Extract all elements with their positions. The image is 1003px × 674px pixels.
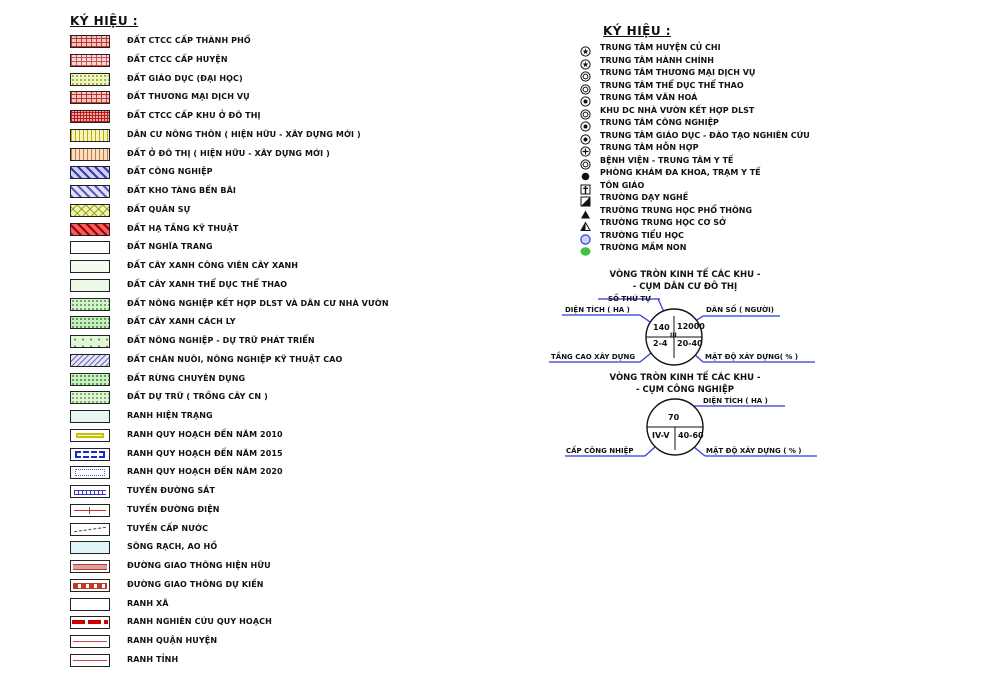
diagram2-area-label: DIỆN TÍCH ( HA ) xyxy=(703,397,768,405)
legend-item-label: ĐẤT CÂY XANH CÔNG VIÊN CÂY XANH xyxy=(127,261,299,270)
symbol-item-label: BỆNH VIỆN - TRUNG TÂM Y TẾ xyxy=(600,155,734,165)
legend-item-label: ĐẤT CTCC CẤP THÀNH PHỐ xyxy=(127,36,251,45)
diagram1-population-value: 12000 xyxy=(677,322,705,331)
legend-item-label: ĐẤT HẠ TẦNG KỸ THUẬT xyxy=(127,223,239,233)
legend-item-label: ĐẤT CTCC CẤP HUYỆN xyxy=(127,54,228,64)
legend-item-label: ĐẤT KHO TÀNG BẾN BÃI xyxy=(127,186,236,195)
legend-item-label: RANH QUẬN HUYỆN xyxy=(127,636,218,645)
legend-item-label: ĐẤT GIÁO DỤC (ĐẠI HỌC) xyxy=(127,73,243,83)
legend-item-label: ĐẤT NGHĨA TRANG xyxy=(127,242,213,252)
diagram1-density-label: MẬT ĐỘ XÂY DỰNG( % ) xyxy=(705,353,799,361)
symbol-item-label: TÔN GIÁO xyxy=(600,180,645,190)
legend-item-label: ĐẤT CÂY XANH THỂ DỤC THỂ THAO xyxy=(127,279,288,289)
symbol-item-label: TRUNG TÂM VĂN HOÁ xyxy=(600,93,698,102)
symbol-item-label: TRUNG TÂM HÀNH CHÍNH xyxy=(600,55,714,65)
symbol-item-label: PHÒNG KHÁM ĐA KHOA, TRẠM Y TẾ xyxy=(600,168,761,177)
symbol-item-label: TRƯỜNG DẠY NGHỀ xyxy=(600,193,689,202)
symbol-item-label: TRUNG TÂM CÔNG NGHIỆP xyxy=(600,118,719,127)
symbol-item-label: TRUNG TÂM HỖN HỢP xyxy=(600,143,699,152)
left-legend-title: KÝ HIỆU : xyxy=(70,14,139,28)
legend-item-label: ĐẤT CTCC CẤP KHU Ở ĐÔ THỊ xyxy=(127,111,261,120)
legend-item-label: ĐƯỜNG GIAO THÔNG HIỆN HỮU xyxy=(127,561,271,570)
legend-item-label: ĐẤT CHĂN NUÔI, NÔNG NGHIỆP KỸ THUẬT CAO xyxy=(127,354,343,364)
diagram2-title-line2: - CỤM CÔNG NGHIỆP xyxy=(636,385,734,395)
legend-item-label: RANH QUY HOẠCH ĐẾN NĂM 2015 xyxy=(127,448,283,458)
legend-item-label: ĐƯỜNG GIAO THÔNG DỰ KIẾN xyxy=(127,579,264,589)
diagram2-industry-level-label: CẤP CÔNG NHIỆP xyxy=(566,447,634,455)
diagram1-floors-label: TẦNG CAO XÂY DỰNG xyxy=(551,353,636,361)
symbol-item-label: TRƯỜNG TRUNG HỌC CƠ SỞ xyxy=(600,218,727,227)
diagram1-title-line2: - CỤM DÂN CƯ ĐÔ THỊ xyxy=(632,282,738,292)
legend-item-label: TUYẾN CẤP NƯỚC xyxy=(127,523,209,533)
diagram1-density-value: 20-40 xyxy=(677,339,703,348)
symbol-item-label: KHU DC NHÀ VƯỜN KẾT HỢP DLST xyxy=(600,105,755,115)
legend-item-label: TUYẾN ĐƯỜNG ĐIỆN xyxy=(127,504,220,514)
symbol-item-label: TRƯỜNG TRUNG HỌC PHỔ THÔNG xyxy=(600,205,753,215)
diagram2-area-value: 70 xyxy=(668,413,680,422)
legend-item-label: DÂN CƯ NÔNG THÔN ( HIỆN HỮU - XÂY DỰNG MỚI ) xyxy=(127,129,361,139)
diagram2-title-line1: VÒNG TRÒN KINH TẾ CÁC KHU - xyxy=(609,373,761,383)
symbol-item-label: TRUNG TÂM GIÁO DỤC - ĐÀO TẠO NGHIÊN CỨU xyxy=(600,130,810,140)
diagram2-density-label: MẬT ĐỘ XÂY DỰNG ( % ) xyxy=(706,447,802,455)
diagram2-level-value: IV-V xyxy=(652,431,670,440)
symbol-item-label: TRUNG TÂM THƯƠNG MẠI DỊCH VỤ xyxy=(600,68,756,77)
legend-item-label: RANH XÃ xyxy=(127,598,169,608)
legend-item-label: RANH QUY HOẠCH ĐẾN NĂM 2010 xyxy=(127,429,283,439)
legend-item-label: RANH HIỆN TRẠNG xyxy=(127,411,213,420)
legend-item-label: ĐẤT Ở ĐÔ THỊ ( HIỆN HỮU - XÂY DỰNG MỚI ) xyxy=(127,148,330,158)
legend-item-label: ĐẤT CÔNG NGHIỆP xyxy=(127,167,213,177)
legend-item-label: RANH QUY HOẠCH ĐẾN NĂM 2020 xyxy=(127,467,283,477)
legend-item-label: RANH TỈNH xyxy=(127,654,179,664)
legend-item-label: ĐẤT CÂY XANH CÁCH LY xyxy=(127,317,236,327)
diagram1-title-line1: VÒNG TRÒN KINH TẾ CÁC KHU - xyxy=(609,270,761,280)
diagram2-density-value: 40-60 xyxy=(678,431,704,440)
diagram1-area-value: 140 xyxy=(653,323,670,332)
diagram1-area-label: DIỆN TÍCH ( HA ) xyxy=(565,306,630,314)
legend-item-label: ĐẤT QUÂN SỰ xyxy=(127,204,191,214)
diagram1-floors-value: 2-4 xyxy=(653,339,668,348)
symbol-item-label: TRƯỜNG TIỂU HỌC xyxy=(600,230,684,240)
legend-item-label: RANH NGHIÊN CỨU QUY HOẠCH xyxy=(127,617,272,627)
legend-item-label: TUYẾN ĐƯỜNG SẮT xyxy=(127,486,216,495)
legend-item-label: ĐẤT NÔNG NGHIỆP - DỰ TRỮ PHÁT TRIỂN xyxy=(127,336,315,345)
right-legend-title: KÝ HIỆU : xyxy=(603,24,672,38)
symbol-item-label: TRUNG TÂM THỂ DỤC THỂ THAO xyxy=(600,80,744,90)
legend-item-label: SÔNG RẠCH, AO HỒ xyxy=(127,542,218,552)
legend-item-label: ĐẤT THƯƠNG MẠI DỊCH VỤ xyxy=(127,92,250,102)
diagram1-index-value: III xyxy=(670,332,677,339)
legend-item-label: ĐẤT DỰ TRỮ ( TRỒNG CÂY CN ) xyxy=(127,392,268,402)
diagram1-population-label: DÂN SỐ ( NGƯỜI) xyxy=(706,306,774,314)
legend-item-label: ĐẤT RỪNG CHUYÊN DỤNG xyxy=(127,373,246,383)
diagram1-order-label: SỐ THỨ TỰ xyxy=(608,295,651,303)
legend-item-label: ĐẤT NÔNG NGHIỆP KẾT HỢP DLST VÀ DÂN CƯ NHÀ VƯỜN xyxy=(127,298,389,308)
symbol-item-label: TRƯỜNG MẦM NON xyxy=(600,243,687,252)
symbol-item-label: TRUNG TÂM HUYỆN CỦ CHI xyxy=(600,43,721,52)
